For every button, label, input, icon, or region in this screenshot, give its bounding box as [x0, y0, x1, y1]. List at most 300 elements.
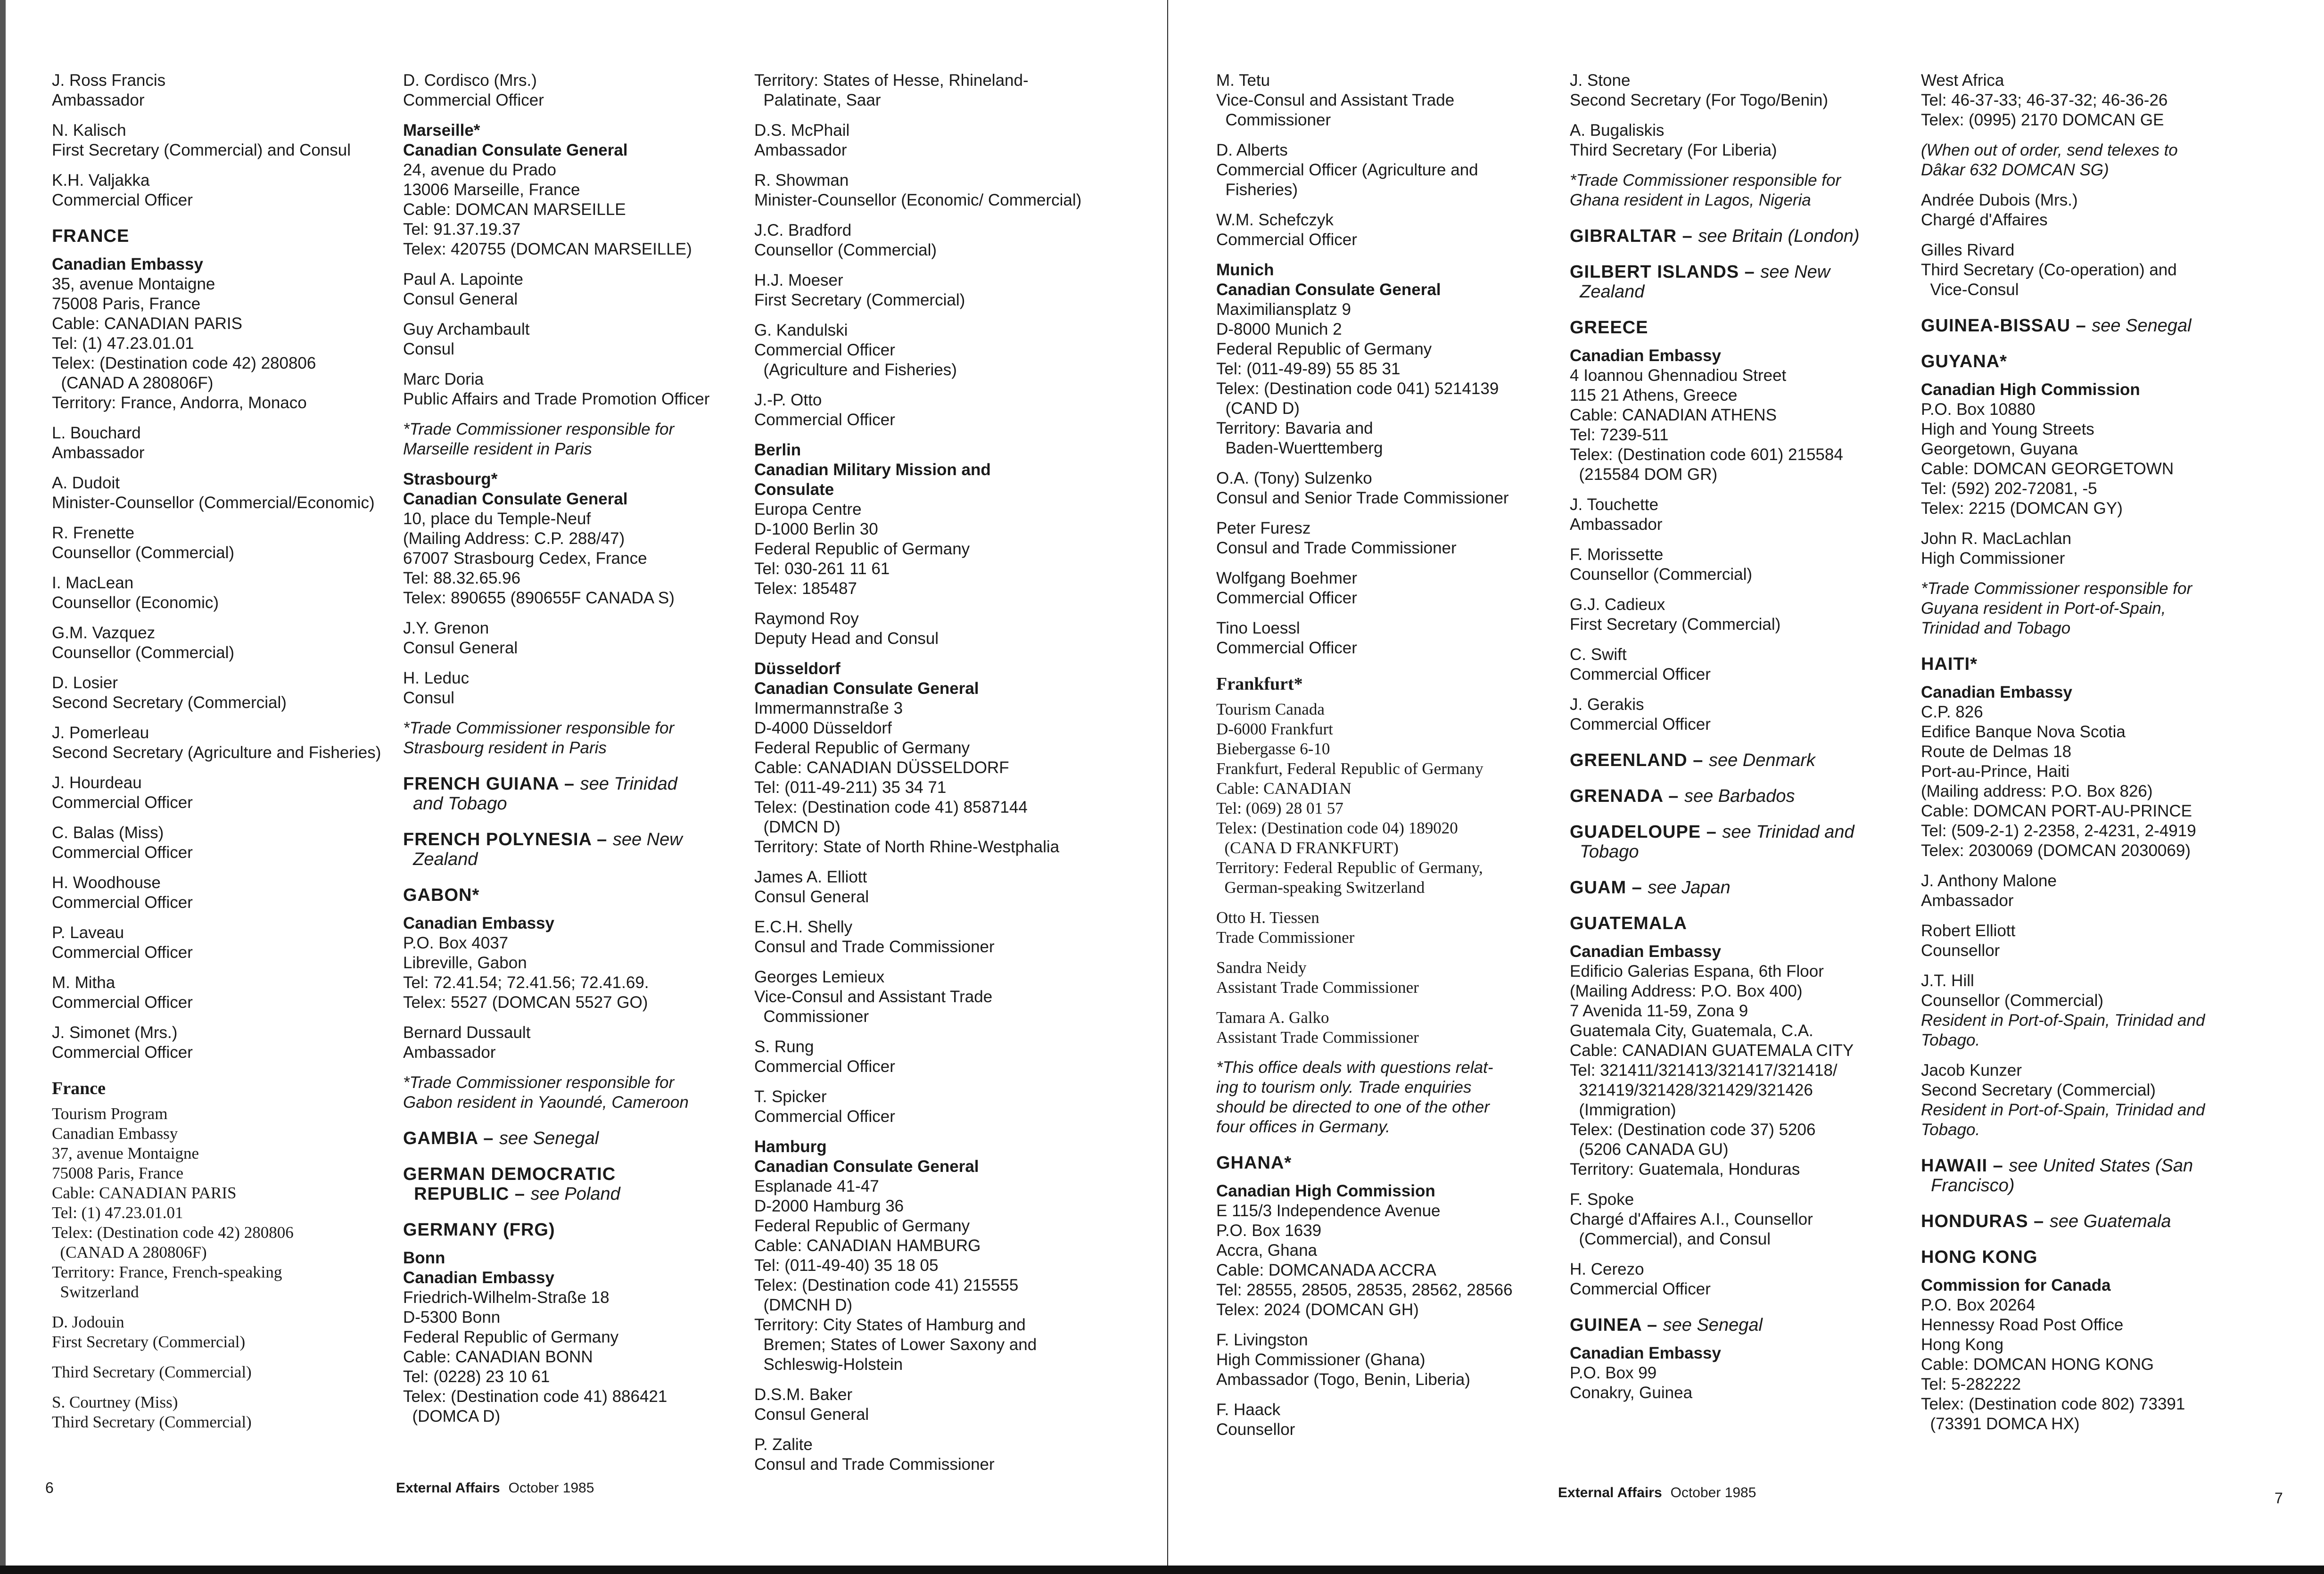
directory-entry [52, 823, 391, 863]
entry-line: D-6000 Frankfurt [1216, 720, 1333, 738]
entry-line: Telex: (Destination code 04) 189020 [1216, 819, 1458, 837]
entry-line: John R. MacLachlan [1921, 529, 2072, 548]
entry-line: First Secretary (Commercial) [754, 291, 965, 309]
entry-line: Commercial Officer [1216, 589, 1357, 607]
entry-line: Tel: 321411/321413/321417/321418/ [1570, 1061, 1838, 1080]
entry-line: J.-P. Otto [754, 391, 822, 409]
tourism-entry [1216, 700, 1556, 898]
cross-reference [1570, 786, 1909, 806]
entry-line: Territory: States of Hesse, Rhineland- [754, 71, 1029, 90]
directory-entry [403, 160, 742, 259]
cross-reference-target: see New Zealand [413, 830, 683, 869]
directory-entry [403, 320, 742, 359]
entry-line: Telex: 5527 (DOMCAN 5527 GO) [403, 993, 648, 1012]
directory-entry [403, 270, 742, 309]
entry-line: 7 Avenida 11-59, Zona 9 [1570, 1002, 1748, 1020]
entry-line: Commercial Officer [1570, 715, 1711, 733]
office-name: Canadian Embassy [403, 914, 554, 932]
cross-reference-dash: – [1677, 226, 1698, 246]
directory-entry [52, 171, 391, 210]
entry-line: Second Secretary (Agriculture and Fisheries) [52, 743, 381, 762]
directory-entry [754, 71, 1094, 110]
directory-entry [403, 668, 742, 708]
entry-line: (Mailing address: P.O. Box 826) [1921, 782, 2153, 800]
country-heading: GREECE [1570, 318, 1648, 338]
entry-line: Consul [403, 689, 454, 707]
entry-line: J. Anthony Malone [1921, 872, 2057, 890]
entry-line: Consul General [403, 290, 518, 308]
cross-reference-dash: – [478, 1129, 499, 1148]
city-heading: Berlin [754, 441, 801, 459]
directory-entry [1216, 1201, 1556, 1320]
entry-line: J. Stone [1570, 71, 1631, 90]
entry-line: Commissioner [754, 1007, 869, 1026]
directory-entry [754, 1087, 1094, 1127]
entry-line: Counsellor (Commercial) [1570, 565, 1753, 584]
entry-line: Commercial Officer [754, 341, 895, 359]
directory-entry [1570, 1260, 1909, 1299]
entry-line: W.M. Schefczyk [1216, 211, 1334, 229]
entry-line: Ambassador [754, 141, 847, 159]
directory-entry [1570, 1190, 1909, 1249]
cross-reference-target: see New Zealand [1580, 262, 1830, 302]
entry-line: Counsellor [1921, 941, 2000, 960]
entry-line: Minister-Counsellor (Commercial/Economic) [52, 494, 375, 512]
cross-reference-dash: – [1626, 878, 1648, 898]
entry-line: Chargé d'Affaires [1921, 211, 2048, 229]
entry-line: Vice-Consul and Assistant Trade [1216, 91, 1455, 109]
entry-line: 67007 Strasbourg Cedex, France [403, 549, 647, 568]
entry-line: Bremen; States of Lower Saxony and [754, 1335, 1037, 1354]
entry-line: Palatinate, Saar [754, 91, 881, 109]
cross-reference-dash: – [1663, 786, 1684, 806]
entry-line: M. Tetu [1216, 71, 1270, 90]
entry-line: Consul and Trade Commissioner [754, 1455, 995, 1474]
entry-line: Frankfurt, Federal Republic of Germany [1216, 759, 1483, 778]
entry-line: First Secretary (Commercial) and Consul [52, 141, 351, 159]
footer-publication: External Affairs [396, 1480, 500, 1496]
directory-entry [1216, 1400, 1556, 1440]
entry-line: Telex: 2030069 (DOMCAN 2030069) [1921, 841, 2191, 860]
directory-entry [1570, 71, 1909, 110]
entry-line: (Mailing Address: C.P. 288/47) [403, 529, 625, 548]
entry-line: Tel: (0228) 23 10 61 [403, 1368, 550, 1386]
cross-reference-country: FRENCH POLYNESIA [403, 830, 592, 849]
entry-line: Biebergasse 6-10 [1216, 740, 1330, 758]
entry-line: Consul and Senior Trade Commissioner [1216, 489, 1509, 507]
tourism-office-heading: France [52, 1079, 106, 1098]
entry-line: (5206 CANADA GU) [1570, 1140, 1729, 1159]
entry-line: J. Gerakis [1570, 695, 1644, 714]
tourism-entry [52, 1312, 391, 1352]
entry-line: A. Bugaliskis [1570, 121, 1665, 140]
entry-line: High Commissioner (Ghana) [1216, 1351, 1426, 1369]
entry-line: S. Courtney (Miss) [52, 1393, 178, 1411]
entry-line: (CANA D FRANKFURT) [1216, 839, 1399, 857]
entry-line: M. Mitha [52, 973, 115, 992]
cross-reference-target: see Trinidad and Tobago [413, 774, 677, 814]
cross-reference-target: see Britain (London) [1698, 226, 1860, 246]
page-shadow [0, 0, 6, 1574]
entry-line: F. Livingston [1216, 1331, 1308, 1349]
entry-line: Minister-Counsellor (Economic/ Commercial) [754, 191, 1082, 209]
entry-line: Cable: DOMCAN MARSEILLE [403, 200, 626, 219]
entry-line: Consul General [403, 639, 518, 657]
entry-line: West Africa [1921, 71, 2004, 90]
entry-line: P.O. Box 99 [1570, 1364, 1657, 1382]
entry-line: 75008 Paris, France [52, 1164, 183, 1182]
cross-reference [403, 1164, 742, 1204]
office-name: Canadian Consulate General [403, 141, 628, 159]
entry-line: Route de Delmas 18 [1921, 742, 2072, 761]
entry-line: Telex: (Destination code 601) 215584 [1570, 445, 1843, 464]
cross-reference-country: HONDURAS [1921, 1211, 2028, 1231]
entry-line: Second Secretary (Commercial) [52, 693, 287, 712]
entry-line: D-2000 Hamburg 36 [754, 1197, 904, 1215]
entry-line: Ambassador [403, 1043, 496, 1062]
country-heading: GHANA* [1216, 1153, 1292, 1173]
directory-entry [754, 867, 1094, 907]
entry-line: Tamara A. Galko [1216, 1008, 1329, 1027]
cross-reference [403, 1129, 742, 1148]
entry-line: Commercial Officer [1216, 231, 1357, 249]
entry-line: K.H. Valjakka [52, 171, 150, 190]
entry-line: Vice-Consul [1921, 280, 2019, 299]
entry-line: Esplanade 41-47 [754, 1177, 879, 1195]
entry-line: Counsellor (Commercial) [52, 544, 235, 562]
cross-reference-country: GREENLAND [1570, 750, 1688, 770]
city-heading: Marseille* [403, 121, 480, 140]
entry-line: J. Touchette [1570, 495, 1659, 514]
cross-reference [1570, 226, 1909, 246]
office-name: Canadian High Commission [1921, 380, 2140, 399]
entry-line: Commercial Officer [52, 843, 193, 862]
entry-line: C.P. 826 [1921, 703, 1983, 721]
entry-line: I. MacLean [52, 574, 134, 592]
entry-line: P.O. Box 10880 [1921, 400, 2036, 419]
footer-date: October 1985 [1670, 1485, 1756, 1500]
entry-line: Switzerland [52, 1283, 139, 1301]
entry-line: O.A. (Tony) Sulzenko [1216, 469, 1372, 487]
directory-entry [403, 618, 742, 658]
entry-line: Cable: CANADIAN PARIS [52, 1184, 237, 1202]
entry-line: Cable: DOMCANADA ACCRA [1216, 1261, 1436, 1279]
directory-entry [1216, 140, 1556, 200]
entry-line: Edifice Banque Nova Scotia [1921, 723, 2126, 741]
directory-entry [1216, 210, 1556, 250]
entry-line: Telex: 2215 (DOMCAN GY) [1921, 499, 2123, 518]
entry-line: Counsellor (Economic) [52, 593, 219, 612]
directory-entry [1921, 1061, 2260, 1140]
directory-entry [1921, 871, 2260, 911]
directory-entry [52, 723, 391, 763]
column-5 [1570, 71, 1909, 1413]
entry-line: Bernard Dussault [403, 1023, 531, 1042]
footnote: *Trade Commissioner responsible for Guyana resident in Port-of-Spain, Trinidad and Tobago [1921, 579, 2192, 637]
directory-entry [754, 1385, 1094, 1425]
footer-left [396, 1480, 594, 1496]
entry-line: Commercial Officer [403, 91, 544, 109]
entry-line: (CANAD A 280806F) [52, 1243, 207, 1261]
entry-line: Telex: (Destination code 37) 5206 [1570, 1121, 1816, 1139]
directory-entry [754, 1435, 1094, 1475]
entry-line: G. Kandulski [754, 321, 848, 339]
entry-line: R. Showman [754, 171, 849, 190]
entry-line: Federal Republic of Germany [403, 1328, 619, 1346]
entry-line: N. Kalisch [52, 121, 126, 140]
entry-line: Telex: (Destination code 041) 5214139 [1216, 379, 1499, 398]
entry-line: J.C. Bradford [754, 221, 852, 239]
office-name: Canadian Embassy [403, 1269, 554, 1287]
entry-line: P.O. Box 4037 [403, 934, 509, 952]
directory-entry [1570, 495, 1909, 535]
cross-reference-target: see Senegal [499, 1129, 599, 1148]
entry-line: Tel: 030-261 11 61 [754, 560, 890, 578]
entry-line: Telex: (Destination code 41) 215555 [754, 1276, 1019, 1294]
entry-line: Cable: CANADIAN PARIS [52, 314, 242, 333]
entry-line: Territory: France, Andorra, Monaco [52, 394, 307, 412]
entry-line: 13006 Marseille, France [403, 181, 580, 199]
entry-line: Ambassador [1921, 891, 2014, 910]
entry-line: Edificio Galerias Espana, 6th Floor [1570, 962, 1824, 981]
cross-reference-target: see Poland [530, 1184, 620, 1204]
entry-line: Hennessy Road Post Office [1921, 1316, 2124, 1334]
entry-line: Public Affairs and Trade Promotion Officer [403, 390, 710, 408]
entry-line: 37, avenue Montaigne [52, 1144, 199, 1162]
entry-line: Trade Commissioner [1216, 928, 1355, 947]
cross-reference-country: GUADELOUPE [1570, 822, 1701, 842]
entry-line: Ambassador [52, 444, 145, 462]
directory-entry [52, 121, 391, 160]
directory-entry [1216, 469, 1556, 508]
country-heading: HONG KONG [1921, 1247, 2038, 1267]
entry-line: Otto H. Tiessen [1216, 908, 1319, 927]
directory-entry [52, 673, 391, 713]
entry-line: Vice-Consul and Assistant Trade [754, 988, 993, 1006]
entry-line: (Commercial), and Consul [1570, 1230, 1771, 1248]
entry-line: Territory: State of North Rhine-Westphalia [754, 838, 1060, 856]
entry-line: P.O. Box 1639 [1216, 1221, 1322, 1240]
entry-line: Counsellor (Commercial) [1921, 991, 2104, 1010]
cross-reference-target: see Barbados [1684, 786, 1795, 806]
entry-line: Commercial Officer [52, 191, 193, 209]
entry-line: Ambassador (Togo, Benin, Liberia) [1216, 1370, 1470, 1389]
entry-line: Consul and Trade Commissioner [754, 938, 995, 956]
footnote: (When out of order, send telexes to Dâkar 632 DOMCAN SG) [1921, 141, 2178, 179]
directory-entry [754, 271, 1094, 310]
office-name: Canadian Consulate General [754, 679, 979, 698]
entry-line: Territory: Bavaria and [1216, 419, 1373, 437]
office-name: Commission for Canada [1921, 1276, 2111, 1294]
cross-reference-country: HAWAII [1921, 1156, 1988, 1176]
directory-entry [1570, 366, 1909, 485]
entry-line: D-5300 Bonn [403, 1308, 501, 1327]
entry-line: Federal Republic of Germany [1216, 340, 1432, 358]
entry-line: C. Balas (Miss) [52, 824, 164, 842]
directory-entry [52, 973, 391, 1013]
entry-line: Second Secretary (For Togo/Benin) [1570, 91, 1828, 109]
directory-entry [754, 121, 1094, 160]
directory-entry [754, 917, 1094, 957]
office-name: Canadian Embassy [52, 255, 203, 273]
entry-line: Marc Doria [403, 370, 484, 388]
directory-entry [1570, 695, 1909, 734]
directory-entry [1216, 71, 1556, 130]
office-name: Canadian Consulate General [1216, 280, 1441, 299]
entry-line: H. Woodhouse [52, 874, 161, 892]
entry-line: F. Morissette [1570, 545, 1664, 564]
country-heading: GUYANA* [1921, 352, 2007, 371]
office-name: Canadian Consulate General [754, 1157, 979, 1176]
entry-line: Tel: (069) 28 01 57 [1216, 799, 1343, 817]
entry-line: Schleswig-Holstein [754, 1355, 903, 1374]
page-bottom-edge [0, 1566, 2324, 1574]
directory-entry [1216, 1330, 1556, 1390]
entry-line: (Agriculture and Fisheries) [754, 361, 957, 379]
directory-entry [403, 71, 742, 110]
directory-entry [52, 623, 391, 663]
page-gutter [1167, 0, 1168, 1574]
entry-line: Telex: 185487 [754, 579, 857, 598]
footnote: *Trade Commissioner responsible for Gabon resident in Yaoundé, Cameroon [403, 1073, 689, 1112]
entry-line: Telex: (0995) 2170 DOMCAN GE [1921, 111, 2164, 129]
entry-line: Assistant Trade Commissioner [1216, 1028, 1419, 1047]
entry-line: Commercial Officer [1570, 1280, 1711, 1298]
entry-line: Libreville, Gabon [403, 954, 527, 972]
entry-line: E 115/3 Independence Avenue [1216, 1202, 1441, 1220]
entry-line: (CANAD A 280806F) [52, 374, 214, 392]
directory-entry [52, 1023, 391, 1063]
entry-line: J. Pomerleau [52, 724, 149, 742]
entry-line: Telex: (Destination code 42) 280806 [52, 354, 316, 372]
entry-line: Tel: (592) 202-72081, -5 [1921, 479, 2097, 498]
column-2 [403, 71, 742, 1437]
directory-entry [754, 221, 1094, 260]
directory-entry [52, 423, 391, 463]
directory-entry [52, 274, 391, 413]
entry-line: Cable: CANADIAN ATHENS [1570, 406, 1777, 424]
entry-line: Tel: (1) 47.23.01.01 [52, 334, 194, 353]
entry-line: Third Secretary (Commercial) [52, 1413, 252, 1431]
entry-line: 35, avenue Montaigne [52, 275, 215, 293]
cross-reference-dash: – [1687, 750, 1709, 770]
entry-line: (Mailing Address: P.O. Box 400) [1570, 982, 1803, 1000]
entry-line: Tel: (011-49-89) 55 85 31 [1216, 360, 1401, 378]
cross-reference [1570, 822, 1909, 862]
entry-line: H.J. Moeser [754, 271, 843, 289]
entry-line: Tel: 5-282222 [1921, 1375, 2021, 1393]
country-heading: GUATEMALA [1570, 914, 1687, 933]
directory-entry [1921, 1295, 2260, 1434]
entry-line: Territory: France, French-speaking [52, 1263, 282, 1281]
entry-line: (CAND D) [1216, 399, 1300, 418]
entry-line: Hong Kong [1921, 1335, 2004, 1354]
entry-line: First Secretary (Commercial) [52, 1333, 246, 1351]
entry-line: G.J. Cadieux [1570, 595, 1665, 614]
tourism-entry [52, 1104, 391, 1302]
entry-line: (DMCN D) [754, 818, 841, 836]
cross-reference-country: GRENADA [1570, 786, 1663, 806]
directory-entry [52, 473, 391, 513]
directory-entry [754, 699, 1094, 857]
cross-reference [403, 830, 742, 869]
entry-line: Guatemala City, Guatemala, C.A. [1570, 1022, 1813, 1040]
entry-line: Commercial Officer [1216, 639, 1357, 657]
office-name: Canadian Embassy [1570, 346, 1721, 365]
entry-line: High and Young Streets [1921, 420, 2094, 438]
entry-line: D. Cordisco (Mrs.) [403, 71, 537, 90]
directory-entry [1921, 240, 2260, 300]
directory-entry [403, 933, 742, 1013]
footnote: *Trade Commissioner responsible for Marseille resident in Paris [403, 420, 675, 458]
entry-line: Tel: (011-49-211) 35 34 71 [754, 778, 947, 797]
office-name: Canadian Embassy [1570, 942, 1721, 961]
entry-line: German-speaking Switzerland [1216, 878, 1425, 897]
city-heading: Hamburg [754, 1137, 827, 1156]
cross-reference-dash: – [1739, 262, 1761, 282]
entry-line: Georges Lemieux [754, 968, 885, 986]
entry-line: Tino Loessl [1216, 619, 1300, 637]
entry-line: Territory: Guatemala, Honduras [1570, 1160, 1800, 1178]
directory-entry [754, 967, 1094, 1027]
directory-entry [1921, 971, 2260, 1050]
footnote: *Trade Commissioner responsible for Strasbourg resident in Paris [403, 719, 675, 757]
entry-line: Accra, Ghana [1216, 1241, 1317, 1260]
tourism-entry [1216, 1008, 1556, 1047]
entry-line: Telex: (Destination code 41) 8587144 [754, 798, 1028, 816]
directory-entry [52, 573, 391, 613]
entry-line: Deputy Head and Consul [754, 629, 939, 648]
entry-line: (73391 DOMCA HX) [1921, 1415, 2080, 1433]
entry-line: Tel: 91.37.19.37 [403, 220, 521, 239]
cross-reference-dash: – [559, 774, 580, 794]
directory-entry [1570, 121, 1909, 160]
city-heading: Bonn [403, 1249, 445, 1267]
directory-entry [1216, 618, 1556, 658]
entry-line: D-8000 Munich 2 [1216, 320, 1342, 338]
country-heading: GABON* [403, 885, 480, 905]
cross-reference-country: GUAM [1570, 878, 1627, 898]
entry-line: Tel: (1) 47.23.01.01 [52, 1203, 183, 1222]
entry-line: P. Laveau [52, 923, 124, 942]
entry-line: Friedrich-Wilhelm-Straße 18 [403, 1288, 610, 1307]
entry-line: Commercial Officer [754, 1107, 895, 1126]
directory-entry [754, 1037, 1094, 1077]
entry-line: Consul [403, 340, 454, 358]
cross-reference [1570, 262, 1909, 302]
entry-line: Tel: 72.41.54; 72.41.56; 72.41.69. [403, 973, 649, 992]
entry-line: (DOMCA D) [403, 1407, 501, 1426]
entry-line: Consul General [754, 888, 869, 906]
entry-line: Commissioner [1216, 111, 1331, 129]
entry-line: 10, place du Temple-Neuf [403, 510, 591, 528]
entry-line: 75008 Paris, France [52, 295, 201, 313]
entry-line: D. Jodouin [52, 1313, 124, 1331]
entry-line: Ambassador [52, 91, 145, 109]
entry-line: Tel: 88.32.65.96 [403, 569, 521, 587]
entry-line: Georgetown, Guyana [1921, 440, 2078, 458]
directory-entry [754, 171, 1094, 210]
entry-line: Assistant Trade Commissioner [1216, 978, 1419, 997]
entry-line: Cable: DOMCAN PORT-AU-PRINCE [1921, 802, 2192, 820]
directory-entry [1921, 921, 2260, 961]
entry-line: Commercial Officer [52, 793, 193, 812]
entry-line: Paul A. Lapointe [403, 270, 523, 288]
entry-line: F. Spoke [1570, 1190, 1634, 1209]
cross-reference-dash: – [1641, 1315, 1663, 1335]
cross-reference [1921, 1156, 2260, 1195]
office-name: Canadian Embassy [1921, 683, 2072, 701]
